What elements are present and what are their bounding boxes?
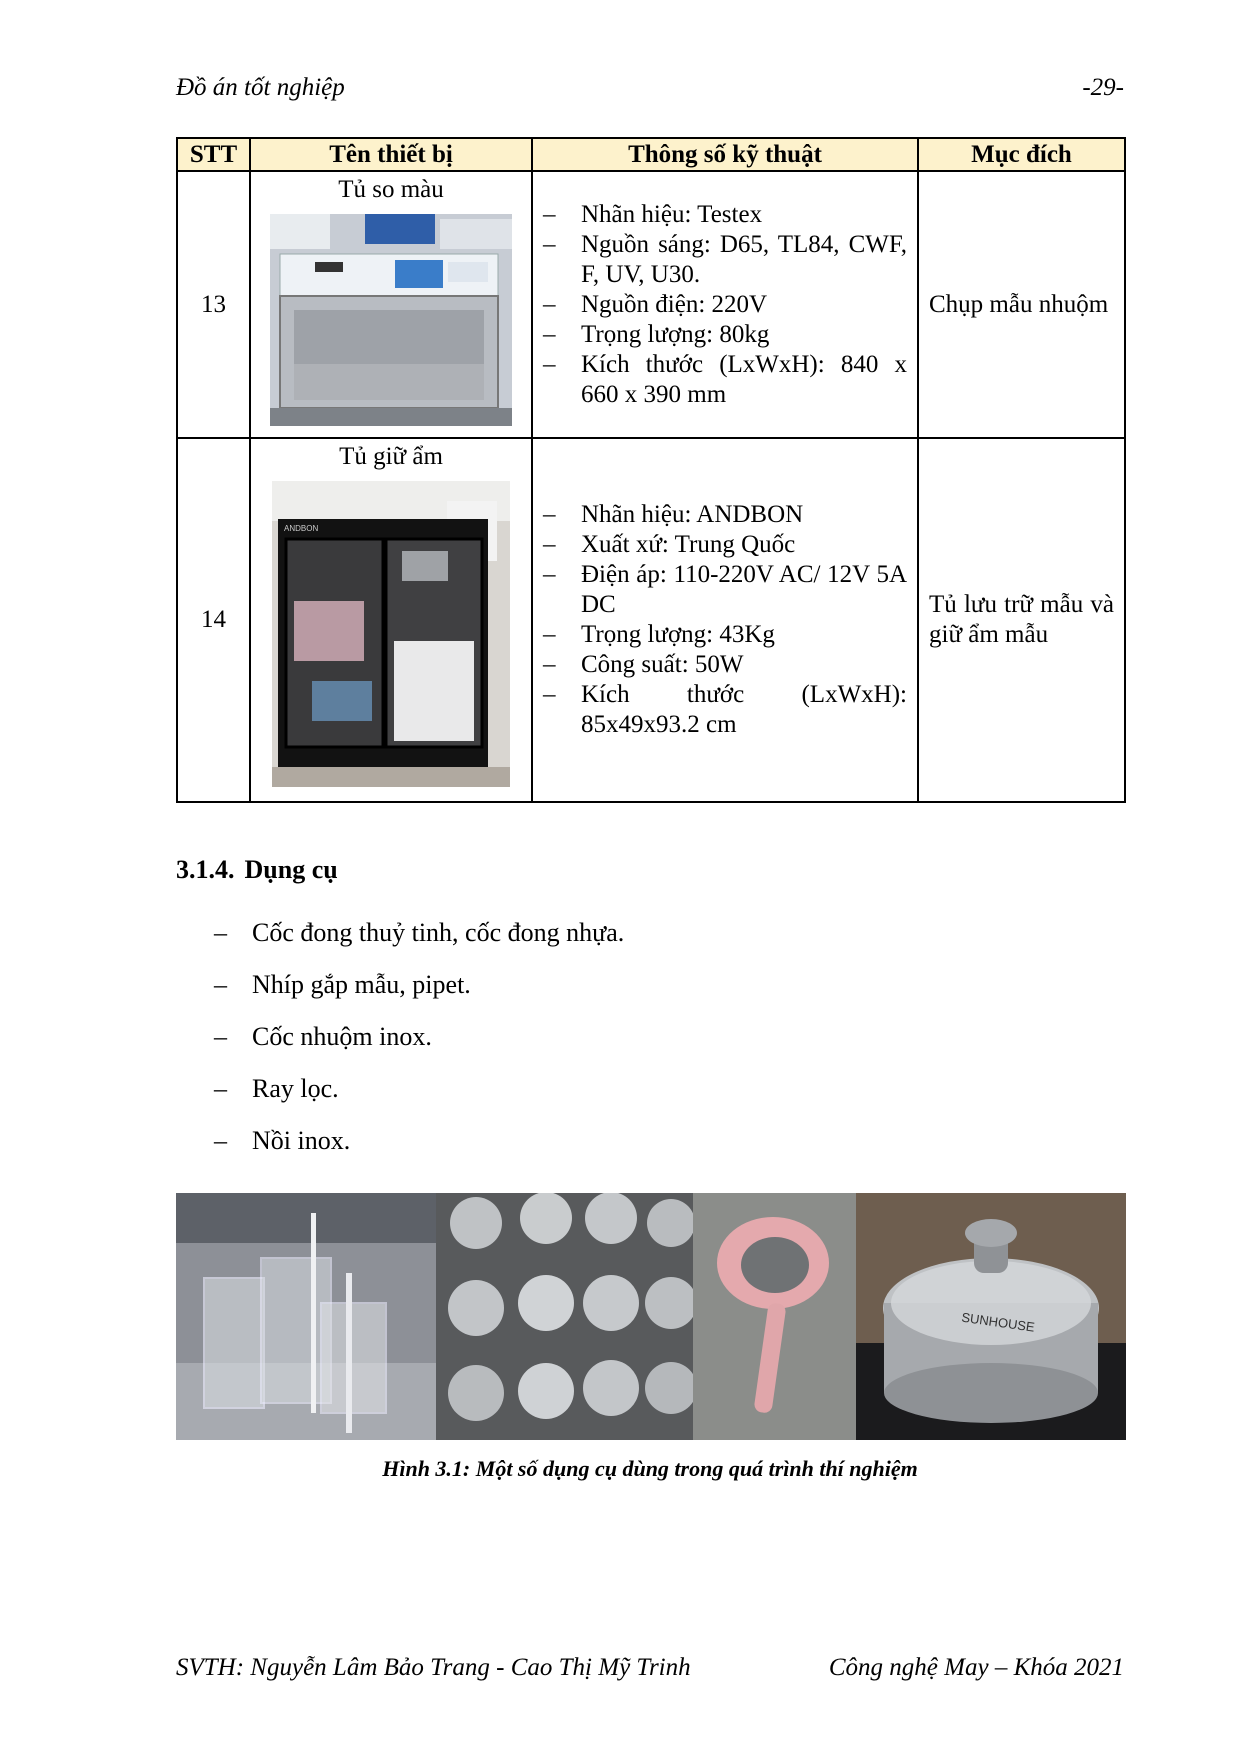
spec-text: Kích thước (LxWxH): 85x49x93.2 cm <box>581 681 907 738</box>
spec-text: Trọng lượng: 43Kg <box>581 621 775 648</box>
footer-authors: SVTH: Nguyễn Lâm Bảo Trang - Cao Thị Mỹ Trinh <box>176 1654 691 1681</box>
table-row <box>177 171 1125 438</box>
col-header-stt: STT <box>177 138 250 171</box>
dash-bullet: – <box>214 1074 227 1103</box>
list-item-text: Nồi inox. <box>252 1126 351 1155</box>
dash-bullet: – <box>543 320 556 348</box>
spec-item <box>539 500 907 530</box>
list-item-text: Cốc nhuộm inox. <box>252 1022 432 1051</box>
spec-item <box>539 230 907 290</box>
spec-text: Nhãn hiệu: Testex <box>581 200 763 228</box>
col-header-purpose: Mục đích <box>918 138 1125 171</box>
spec-item <box>539 350 907 410</box>
dash-bullet: – <box>543 531 556 558</box>
tools-list <box>210 918 624 1178</box>
spec-text: Trọng lượng: 80kg <box>581 320 770 348</box>
row-specs <box>532 171 918 438</box>
figure-caption: Hình 3.1: Một số dụng cụ dùng trong quá trình thí nghiệm <box>382 1456 918 1481</box>
row-device <box>250 171 532 438</box>
dash-bullet: – <box>543 200 556 228</box>
dash-bullet: – <box>543 561 556 588</box>
table-row <box>177 438 1125 802</box>
spec-text: Kích thước (LxWxH): 840 x 660 x 390 mm <box>581 350 907 408</box>
spec-item <box>539 620 907 650</box>
dash-bullet: – <box>214 918 227 947</box>
dash-bullet: – <box>543 621 556 648</box>
spec-text: Nguồn điện: 220V <box>581 290 768 318</box>
spec-item <box>539 290 907 320</box>
footer-program: Công nghệ May – Khóa 2021 <box>828 1654 1124 1681</box>
list-item <box>210 970 624 1022</box>
spec-text: Xuất xứ: Trung Quốc <box>581 531 796 558</box>
humidity-cabinet-photo <box>272 481 510 787</box>
row-purpose: Chụp mẫu nhuộm <box>918 171 1125 438</box>
device-name: Tủ giữ ẩm <box>339 443 443 470</box>
spec-text: Điện áp: 110-220V AC/ 12V 5A DC <box>581 561 907 618</box>
list-item <box>210 1022 624 1074</box>
col-header-device-name: Tên thiết bị <box>250 138 532 171</box>
spec-item <box>539 650 907 680</box>
spec-item <box>539 560 907 620</box>
tools-figure <box>176 1193 1126 1440</box>
spec-item <box>539 680 907 740</box>
page-number: -29- <box>1082 74 1124 101</box>
section-number: 3.1.4. <box>176 855 235 884</box>
equipment-table <box>176 137 1126 803</box>
list-item-text: Nhíp gắp mẫu, pipet. <box>252 970 471 999</box>
col-header-specifications: Thông số kỹ thuật <box>532 138 918 171</box>
row-stt: 13 <box>177 171 250 438</box>
list-item <box>210 1126 624 1178</box>
spec-item <box>539 200 907 230</box>
row-stt: 14 <box>177 438 250 802</box>
spec-text: Công suất: 50W <box>581 651 744 678</box>
table-header-row <box>177 138 1125 171</box>
cabinet-brand-label: ANDBON <box>284 524 319 533</box>
spec-list <box>539 500 907 740</box>
list-item-text: Ray lọc. <box>252 1074 339 1103</box>
document-title: Đồ án tốt nghiệp <box>176 74 345 101</box>
dash-bullet: – <box>543 501 556 528</box>
pot-brand-label: SUNHOUSE <box>960 1309 1036 1335</box>
row-specs <box>532 438 918 802</box>
device-name: Tủ so màu <box>338 176 444 203</box>
row-device <box>250 438 532 802</box>
spec-text: Nhãn hiệu: ANDBON <box>581 501 804 528</box>
list-item <box>210 918 624 970</box>
dash-bullet: – <box>543 290 556 318</box>
stainless-pot-photo <box>856 1193 1126 1440</box>
dash-bullet: – <box>543 651 556 678</box>
list-item-text: Cốc đong thuỷ tinh, cốc đong nhựa. <box>252 918 625 947</box>
color-matching-cabinet-photo <box>270 214 512 426</box>
dash-bullet: – <box>543 681 556 708</box>
strainer-photo <box>693 1193 856 1440</box>
dash-bullet: – <box>214 1022 227 1051</box>
spec-text: Nguồn sáng: D65, TL84, CWF, F, UV, U30. <box>581 230 907 288</box>
beakers-photo <box>176 1193 436 1440</box>
spec-list <box>539 200 907 410</box>
list-item <box>210 1074 624 1126</box>
spec-item <box>539 320 907 350</box>
section-title-text: Dụng cụ <box>244 855 338 884</box>
dash-bullet: – <box>543 230 556 258</box>
dash-bullet: – <box>214 970 227 999</box>
dyeing-cups-photo <box>436 1193 693 1440</box>
spec-item <box>539 530 907 560</box>
dash-bullet: – <box>543 350 556 378</box>
section-heading <box>176 855 338 885</box>
dash-bullet: – <box>214 1126 227 1155</box>
row-purpose: Tủ lưu trữ mẫu và giữ ẩm mẫu <box>918 438 1125 802</box>
